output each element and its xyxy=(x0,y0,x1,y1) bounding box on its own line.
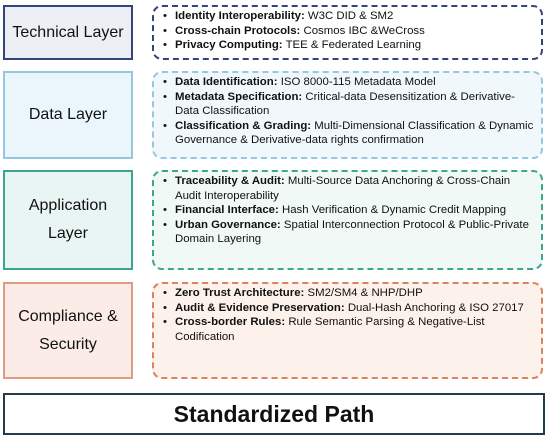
data-layer-label xyxy=(3,71,133,159)
compliance-security-title: Compliance & Security xyxy=(18,307,118,353)
compliance-security-details xyxy=(152,282,543,379)
list-item: • Privacy Computing: TEE & Federated Learning xyxy=(162,38,535,53)
list-item: • Cross-border Rules: Rule Semantic Parsing & Negative-List Codification xyxy=(162,315,535,344)
application-layer-title: Application Layer xyxy=(28,197,108,242)
list-item: • Urban Governance: Spatial Interconnection Protocol & Public-Private Domain Layering xyxy=(162,218,535,247)
technical-layer-details xyxy=(152,5,543,60)
list-item: • Data Identification: ISO 8000-115 Metadata Model xyxy=(162,75,535,90)
technical-layer-label xyxy=(3,5,133,60)
standardized-path-title: Standardized Path xyxy=(173,400,375,427)
application-layer-details xyxy=(152,170,543,270)
application-layer-list xyxy=(162,174,535,247)
data-layer-title: Data Layer xyxy=(28,106,108,123)
compliance-security-label xyxy=(3,282,133,379)
list-item: • Financial Interface: Hash Verification & Dynamic Credit Mapping xyxy=(162,203,535,218)
list-item: • Metadata Specification: Critical-data Desensitization & Derivative-Data Classification xyxy=(162,90,535,119)
application-layer-label xyxy=(3,170,133,270)
technical-layer-title: Technical Layer xyxy=(12,23,124,41)
list-item: • Audit & Evidence Preservation: Dual-Hash Anchoring & ISO 27017 xyxy=(162,301,535,316)
list-item: • Zero Trust Architecture: SM2/SM4 & NHP/DHP xyxy=(162,286,535,301)
list-item: • Traceability & Audit: Multi-Source Data Anchoring & Cross-Chain Audit Interoperability xyxy=(162,174,535,203)
standardized-path-bar xyxy=(3,393,545,435)
list-item: • Classification & Grading: Multi-Dimensional Classification & Dynamic Governance & Derivative-data rights confirmation xyxy=(162,119,535,148)
data-layer-details xyxy=(152,71,543,159)
data-layer-list xyxy=(162,75,535,148)
list-item: • Identity Interoperability: W3C DID & SM2 xyxy=(162,9,535,24)
technical-layer-list xyxy=(162,9,535,53)
compliance-security-list xyxy=(162,286,535,344)
list-item: • Cross-chain Protocols: Cosmos IBC &WeCross xyxy=(162,24,535,39)
